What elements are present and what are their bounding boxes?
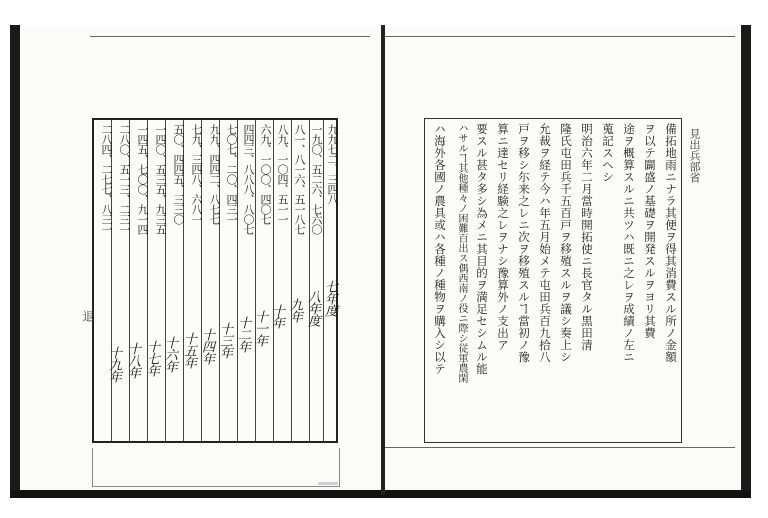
top-page-rule [385, 36, 735, 37]
year-label: 九年 [287, 298, 302, 322]
top-page-rule [90, 36, 370, 37]
amount-cell: 二八〇、五一三、二三一 [118, 124, 131, 234]
amount-cell: 八九、一〇四、五一一 [276, 124, 289, 224]
text-column: 允裁ヲ経テ今ハ年五月始メテ屯田兵百九拾八 [538, 123, 552, 363]
year-label: 十一年 [252, 310, 267, 346]
text-column: ハサルヿ其他種々ノ困難百出ス偶西南ノ役ニ際シ従軍農閑 [456, 123, 467, 383]
amount-cell: 二八四、二七七、八三一 [100, 124, 113, 234]
text-column: 蒐記スヘシ [601, 123, 615, 183]
left-page-footer-box [92, 448, 340, 487]
amount-cell: 七〇七、二〇、四三一 [225, 124, 238, 224]
amount-cell: 六九、一〇〇、四〇七 [259, 124, 272, 224]
text-column: 算ニ達セリ経験之レヲナシ豫算外ノ支出ア [496, 123, 510, 351]
left-scan-edge [10, 25, 20, 495]
year-label: 十六年 [162, 336, 177, 372]
text-column: 途ヲ概算スルニ共ツハ既ニ之レヲ成績ノ左ニ [622, 123, 636, 363]
ink-smudge [318, 482, 338, 485]
year-label: 十七年 [144, 340, 159, 376]
amount-cell: 一九〇、五二六、七六〇 [310, 124, 323, 234]
vertical-text-block [424, 118, 682, 443]
amount-cell: 四四三、八八八、八〇七 [242, 124, 255, 234]
year-label: 十八年 [125, 342, 140, 378]
year-label: 十三年 [217, 322, 232, 358]
amount-cell: 一四五、七〇〇、九一四 [136, 124, 149, 234]
bottom-page-rule [385, 447, 735, 448]
yearly-figures-table [92, 118, 338, 443]
year-label: 八年度 [305, 290, 320, 326]
amount-cell: 九九、四四二、八七七 [208, 124, 221, 224]
text-column: ヲ以テ闢盛ノ基礎ヲ開発スルヲヨリ其費 [643, 123, 657, 339]
text-column: 明治六年二月當時開拓使ニ長官タル黒田清 [580, 123, 594, 351]
text-column: ハ海外各國ノ農具或ハ各種ノ種物ヲ購入シ以テ [433, 123, 447, 375]
text-column: 備拓地雨ニナラ其便ヲ得其消費スル所ノ金額 [664, 123, 678, 363]
amount-cell: 一四〇、五三五、九三五 [154, 124, 167, 234]
text-column: 隆氏屯田兵千五百戸ヲ移殖スルヲ議シ奏上シ [559, 123, 573, 363]
year-label: 十四年 [199, 328, 214, 364]
amount-cell: 七九、三四八、六八一 [190, 124, 203, 224]
right-margin-note: 見出兵部省 [688, 128, 701, 183]
amount-cell: 五〇、四四五、三三〇 [172, 124, 185, 224]
year-label: 十五年 [181, 332, 196, 368]
text-column: 戸ヲ移シ尓来之レニ次ヲ移殖スルヿ當初ノ豫 [517, 123, 531, 363]
left-margin-scribble: 退 [81, 310, 95, 322]
text-column: 要スル甚タ多シ為メニ其目的ヲ満足セシムル能 [475, 123, 489, 375]
amount-cell: 八一、八一六、五一八七 [293, 124, 306, 234]
right-scan-edge [741, 25, 751, 495]
year-label: 十二年 [235, 316, 250, 352]
year-label: 十九年 [106, 346, 121, 382]
amount-cell: 九九七二、三四八 [326, 124, 339, 204]
year-label: 十年 [269, 304, 284, 328]
year-label: 七年度 [322, 280, 337, 316]
